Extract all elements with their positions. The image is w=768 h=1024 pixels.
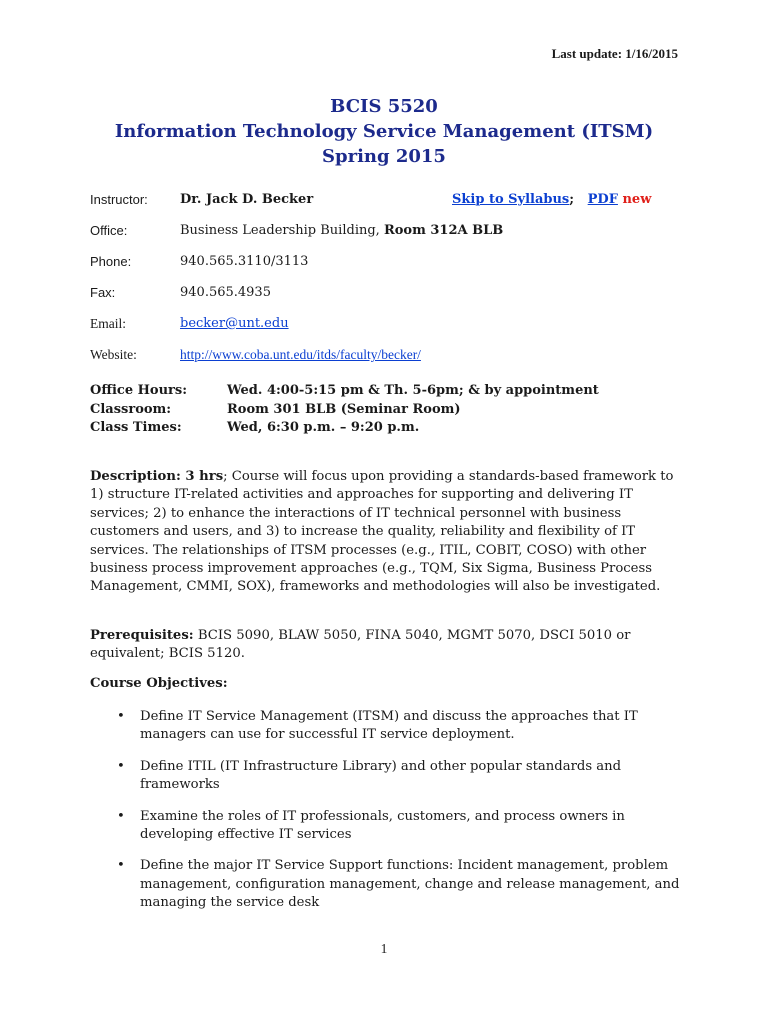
pdf-link[interactable]: PDF bbox=[587, 192, 618, 207]
bullet-icon: • bbox=[117, 808, 125, 824]
office-room: Room 312A BLB bbox=[383, 223, 504, 238]
schedule-label: Classroom: bbox=[90, 401, 172, 417]
instructor-label: Instructor: bbox=[90, 192, 148, 207]
objective-text: Define IT Service Management (ITSM) and discuss the approaches that IT managers can use for successful IT service deployment. bbox=[140, 709, 638, 743]
schedule-value: Room 301 BLB (Seminar Room) bbox=[227, 401, 461, 417]
syllabus-links bbox=[452, 190, 651, 210]
description-text: ; Course will focus upon providing a standards-based framework to 1) structure IT-related activities and approaches for supporting and delivering IT services; 2) to enhance the interactions of IT technical personnel with business customers and users, and 3) to increase the quality, reliability and flexibility of IT services. The relationships of ITSM processes (e.g., ITIL, COBIT, COSO) with other business process improvement approaches (e.g., TQM, Six Sigma, Business Process Management, CMMI, SOX), frameworks and methodologies will also be investigated. bbox=[90, 469, 674, 595]
objectives-list bbox=[90, 708, 680, 926]
phone-label: Phone: bbox=[90, 254, 132, 269]
office-building: Business Leadership Building, bbox=[180, 223, 384, 238]
course-code: BCIS 5520 bbox=[330, 96, 438, 117]
schedule-value: Wed. 4:00-5:15 pm & Th. 5-6pm; & by appointment bbox=[227, 383, 599, 398]
instructor-row bbox=[90, 190, 690, 210]
list-item bbox=[90, 758, 680, 795]
email-row bbox=[90, 314, 690, 334]
office-value bbox=[180, 221, 503, 241]
email-link[interactable]: becker@unt.edu bbox=[180, 316, 289, 331]
fax-row bbox=[90, 283, 690, 303]
website-label: Website: bbox=[90, 347, 137, 362]
website-row bbox=[90, 345, 690, 365]
list-item bbox=[90, 857, 680, 912]
prerequisites-label: Prerequisites: bbox=[90, 628, 194, 643]
objective-text: Examine the roles of IT professionals, customers, and process owners in developing effective IT services bbox=[140, 808, 625, 843]
list-item bbox=[90, 708, 680, 745]
schedule-block bbox=[90, 382, 690, 438]
email-label: Email: bbox=[90, 316, 126, 331]
schedule-label: Class Times: bbox=[90, 420, 182, 435]
schedule-label: Office Hours: bbox=[90, 383, 188, 398]
list-item bbox=[90, 808, 680, 845]
bullet-icon: • bbox=[117, 858, 125, 874]
website-link[interactable]: http://www.coba.unt.edu/itds/faculty/becker/ bbox=[180, 347, 421, 362]
bullet-icon: • bbox=[117, 709, 125, 724]
title-block bbox=[0, 94, 768, 169]
bullet-icon: • bbox=[117, 758, 125, 774]
fax-value: 940.565.4935 bbox=[180, 285, 271, 300]
description-label: Description: 3 hrs bbox=[90, 469, 224, 484]
course-term: Spring 2015 bbox=[322, 146, 446, 167]
page-number: 1 bbox=[380, 941, 388, 956]
course-description bbox=[90, 468, 680, 597]
phone-value: 940.565.3110/3113 bbox=[180, 254, 309, 269]
objective-text: Define ITIL (IT Infrastructure Library) and other popular standards and frameworks bbox=[140, 758, 622, 793]
last-update: Last update: 1/16/2015 bbox=[551, 46, 678, 61]
course-name: Information Technology Service Management (ITSM) bbox=[114, 121, 654, 142]
new-badge: new bbox=[622, 192, 652, 207]
office-row bbox=[90, 221, 690, 241]
skip-to-syllabus-link[interactable]: Skip to Syllabus bbox=[452, 192, 570, 207]
schedule-value: Wed, 6:30 p.m. – 9:20 p.m. bbox=[227, 420, 420, 435]
schedule-row bbox=[90, 382, 690, 401]
phone-row bbox=[90, 252, 690, 272]
instructor-name: Dr. Jack D. Becker bbox=[180, 192, 314, 207]
prerequisites-text: BCIS 5090, BLAW 5050, FINA 5040, MGMT 5070, DSCI 5010 or equivalent; BCIS 5120. bbox=[90, 628, 631, 662]
fax-label: Fax: bbox=[90, 285, 116, 300]
office-label: Office: bbox=[90, 223, 128, 238]
schedule-row bbox=[90, 401, 690, 420]
link-separator: ; bbox=[569, 192, 575, 207]
objective-text: Define the major IT Service Support functions: Incident management, problem management, configuration management, change and release management, and managing the service desk bbox=[140, 858, 680, 911]
objectives-heading: Course Objectives: bbox=[90, 676, 228, 691]
prerequisites bbox=[90, 627, 680, 664]
schedule-row bbox=[90, 419, 690, 438]
